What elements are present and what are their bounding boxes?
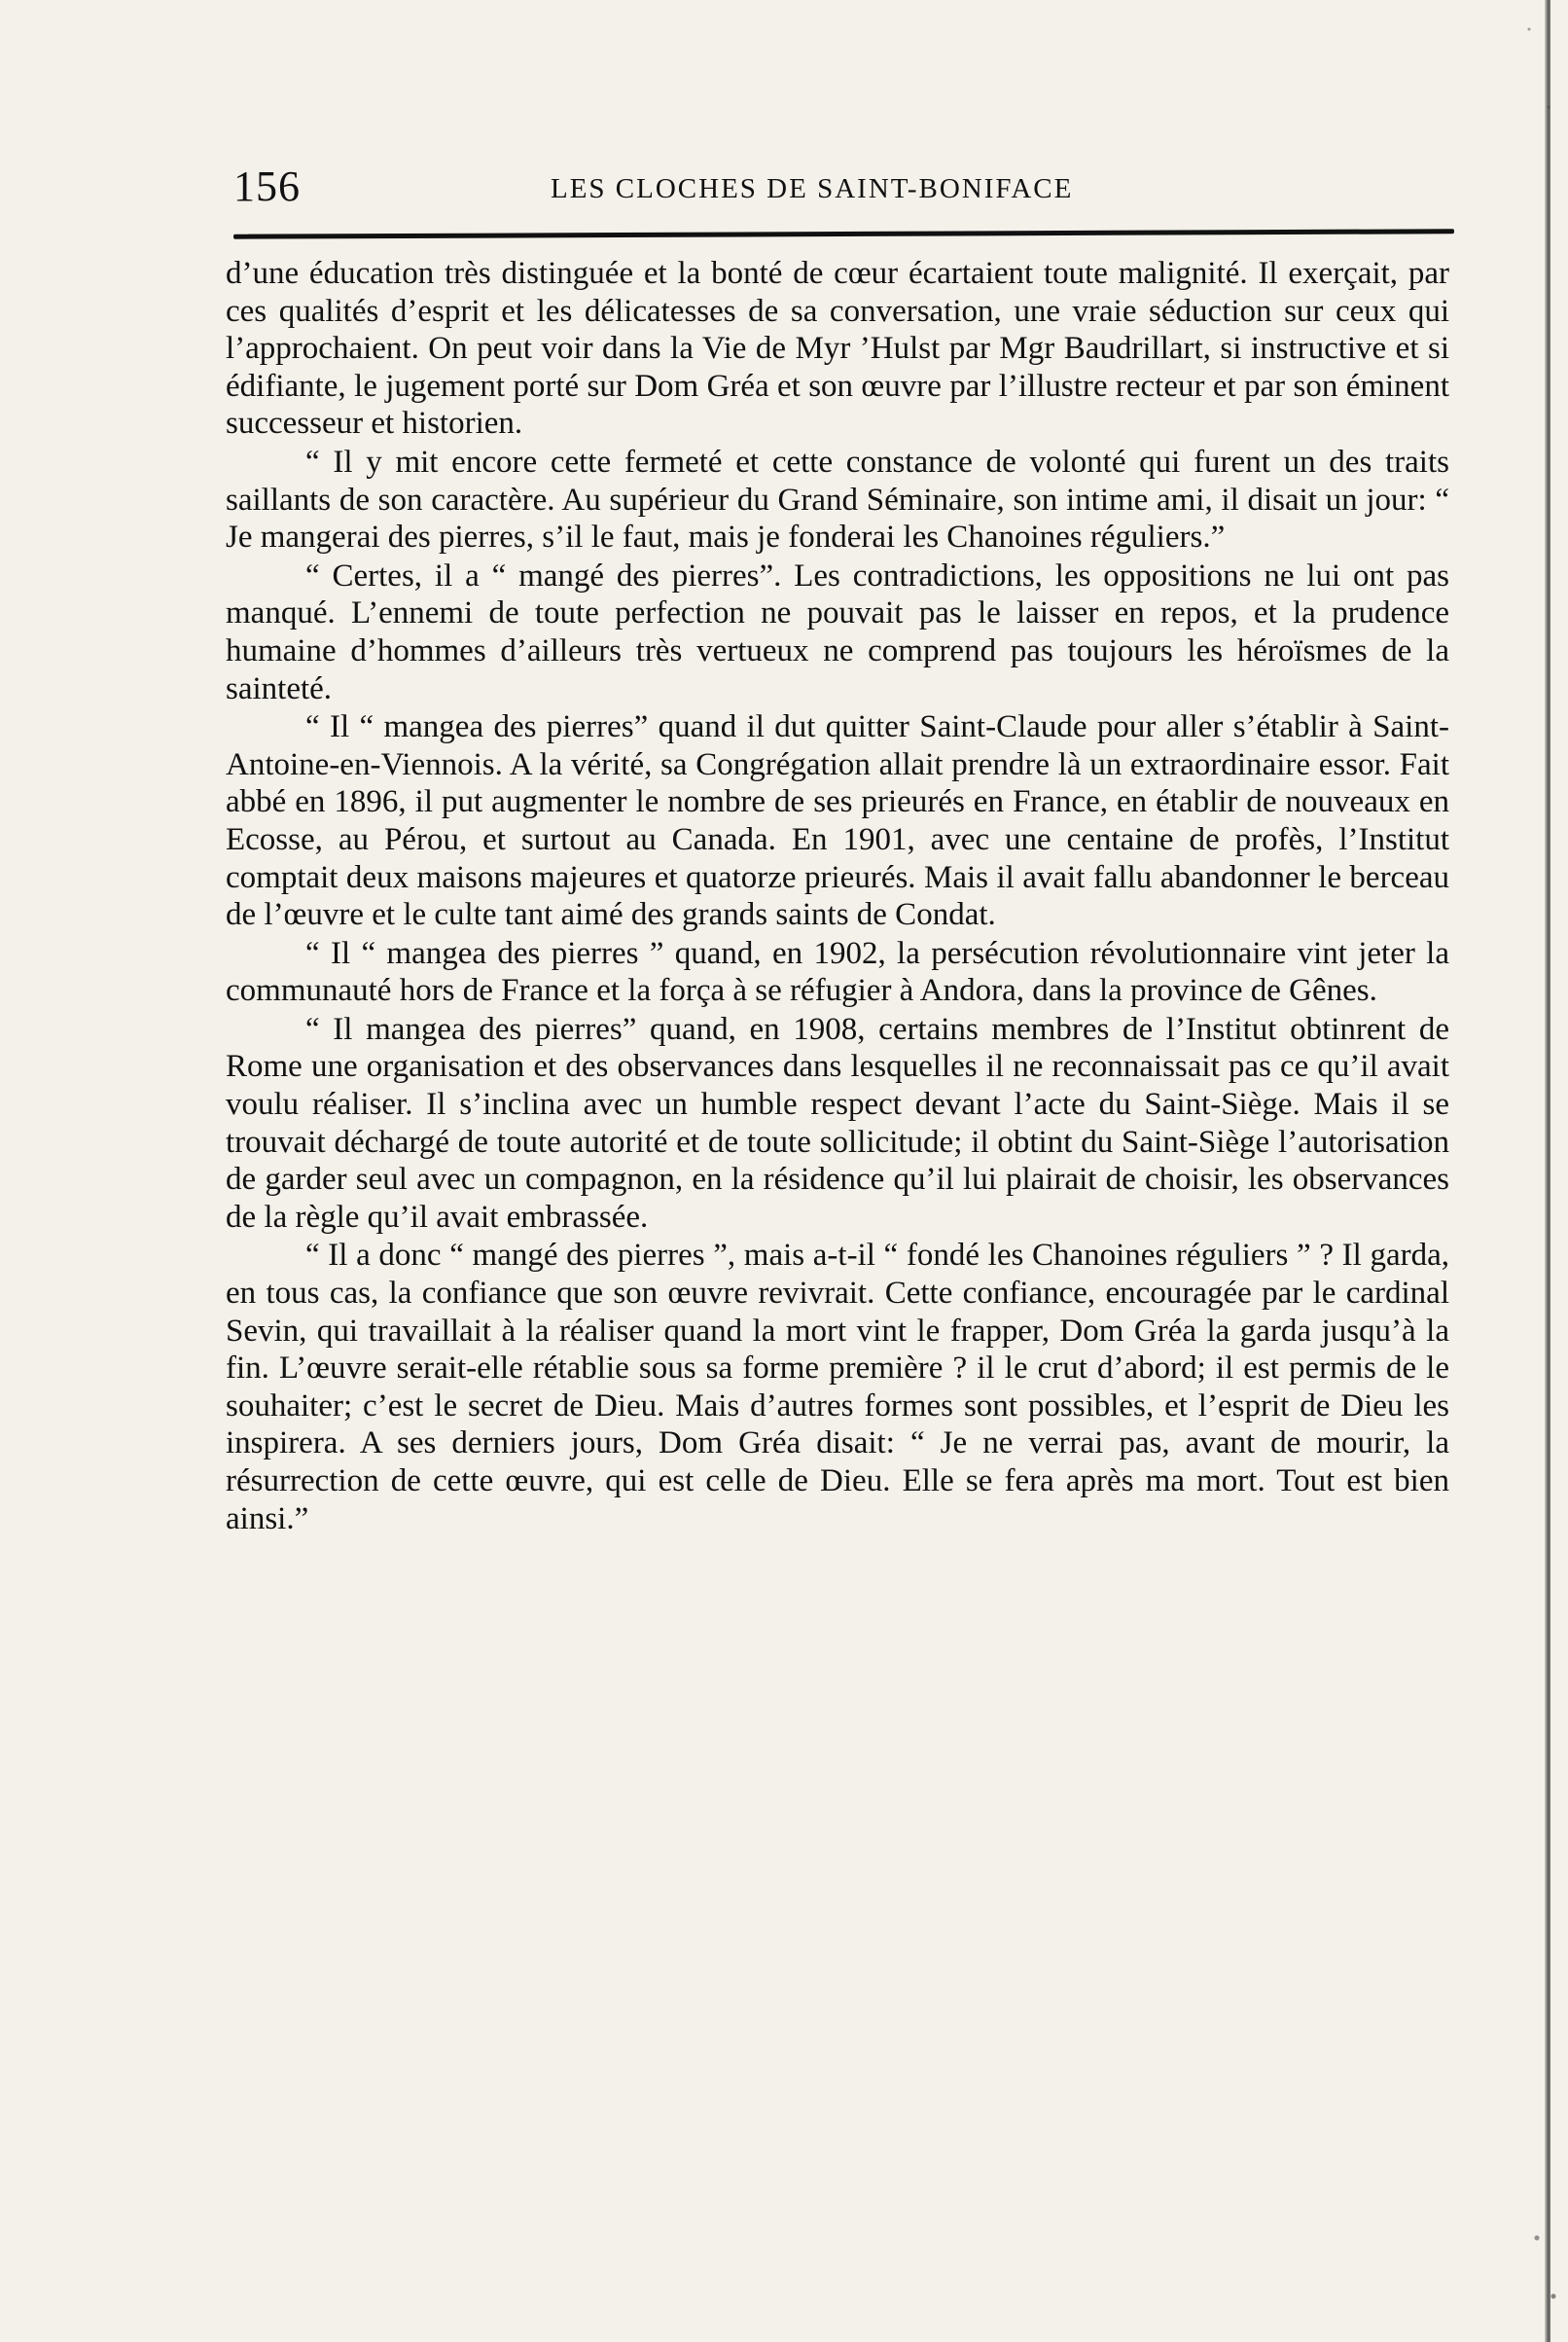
header-rule bbox=[233, 229, 1454, 238]
paragraph: “ Il “ mangea des pierres” quand il dut quitter Saint-Claude pour aller s’établir à Saint-Antoine-en-Viennois. A la vérité, sa Congrégation allait prendre là un extraordinaire essor. Fait abbé en 1896, il put augmenter le nombre de ses prieurés en France, en établir de nouveaux en Ecosse, au Pérou, et surtout au Canada. En 1901, avec une centaine de profès, l’Institut comptait deux maisons majeures et quatorze prieurés. Mais il avait fallu abandonner le berceau de l’œuvre et le culte tant aimé des grands saints de Condat. bbox=[226, 709, 1449, 933]
paragraph: d’une éducation très distinguée et la bonté de cœur écartaient toute malignité. Il exerçait, par ces qualités d’esprit et les délicatesses de sa conversation, une vraie séduction sur ceux qui l’approchaient. On peut voir dans la Vie de Myr ’Hulst par Mgr Baudrillart, si instructive et si édifiante, le jugement porté sur Dom Gréa et son œuvre par l’illustre recteur et par son éminent successeur et historien. bbox=[226, 256, 1449, 442]
page-binding-edge bbox=[1545, 0, 1550, 2342]
running-title: LES CLOCHES DE SAINT-BONIFACE bbox=[551, 173, 1074, 204]
body-text bbox=[226, 255, 1449, 1537]
paragraph: “ Il a donc “ mangé des pierres ”, mais a-t-il “ fondé les Chanoines réguliers ” ? Il garda, en tous cas, la confiance que son œuvre revivrait. Cette confiance, encouragée par le cardinal Sevin, qui travaillait à la réaliser quand la mort vint le frapper, Dom Gréa la garda jusqu’à la fin. L’œuvre serait-elle rétablie sous sa forme première ? il le crut d’abord; il est permis de le souhaiter; c’est le secret de Dieu. Mais d’autres formes sont possibles, et l’esprit de Dieu les inspirera. A ses derniers jours, Dom Gréa disait: “ Je ne verrai pas, avant de mourir, la résurrection de cette œuvre, qui est celle de Dieu. Elle se fera après ma mort. Tout est bien ainsi.” bbox=[226, 1238, 1449, 1536]
paragraph: “ Certes, il a “ mangé des pierres”. Les contradictions, les oppositions ne lui ont pas manqué. L’ennemi de toute perfection ne pouvait pas le laisser en repos, et la prudence humaine d’hommes d’ailleurs très vertueux ne comprend pas toujours les héroïsmes de la sainteté. bbox=[226, 558, 1449, 706]
page-number: 156 bbox=[233, 162, 301, 210]
paragraph: “ Il “ mangea des pierres ” quand, en 1902, la persécution révolutionnaire vint jeter la communauté hors de France et la força à se réfugier à Andora, dans la province de Gênes. bbox=[226, 935, 1449, 1009]
page-edge-specks bbox=[1510, 0, 1568, 2342]
page-header bbox=[233, 156, 1459, 214]
paragraph: “ Il mangea des pierres” quand, en 1908, certains membres de l’Institut obtinrent de Rome une organisation et des observances dans lesquelles il ne reconnaissait pas ce qu’il avait voulu réaliser. Il s’inclina avec un humble respect devant l’acte du Saint-Siège. Mais il se trouvait déchargé de toute autorité et de toute sollicitude; il obtint du Saint-Siège l’autorisation de garder seul avec un compagnon, en la résidence qu’il lui plairait de choisir, les observances de la règle qu’il avait embrassée. bbox=[226, 1011, 1449, 1235]
paragraph: “ Il y mit encore cette fermeté et cette constance de volonté qui furent un des traits saillants de son caractère. Au supérieur du Grand Séminaire, son intime ami, il disait un jour: “ Je mangerai des pierres, s’il le faut, mais je fonderai les Chanoines réguliers.” bbox=[226, 444, 1449, 556]
